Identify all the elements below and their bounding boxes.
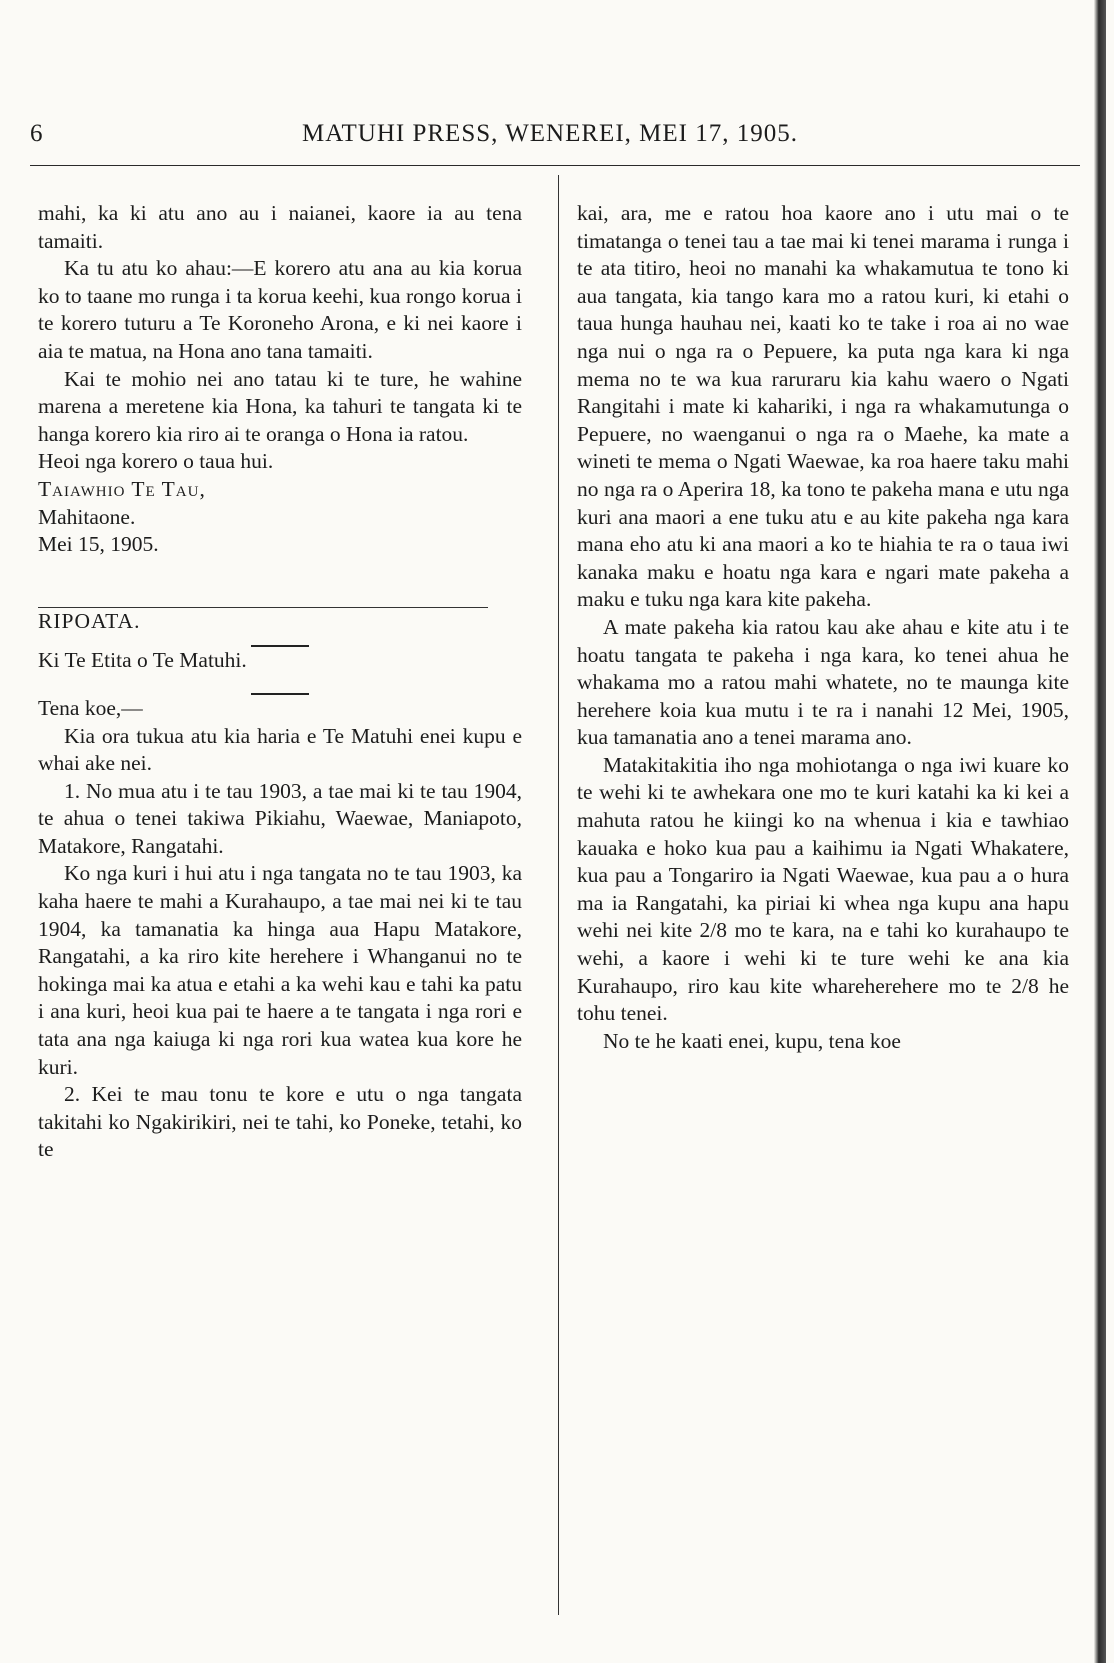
section-paragraph: Ko nga kuri i hui atu i nga tangata no te tau 1903, ka kaha haere te mahi a Kurahaupo, a tae mai nei ki te tau 1904, ka tamanatia ka hinga aua Hapu Matakore, Rangatahi, a ka riro kite herehere i Whanganui no te hokinga mai ka atua e etahi a ka wehi kau e tahi ka patu i ana kuri, heoi kua pai te haere a te tangata i nga rori e tata ana nga kaiuga ki nga rori kua watea kua kore he kuri. [38, 861, 522, 1079]
page-header [30, 120, 1070, 154]
page-number: 6 [30, 120, 43, 147]
section-title: RIPOATA. [38, 608, 141, 633]
section-subtitle: Ki Te Etita o Te Matuhi. [38, 648, 247, 673]
left-paragraph: Ka tu atu ko ahau:—E korero atu ana au kia korua ko to taane mo runga i ta korua keehi, kua rongo korua i te korero tuturu a Te Koroneho Arona, e ki nei kaore i aia te matua, na Hona ano tana tamaiti. [38, 256, 522, 363]
section-paragraph: 2. Kei te mau tonu te kore e utu o nga tangata takitahi ko Ngakirikiri, nei te tahi, ko Poneke, tetahi, ko te [38, 1082, 522, 1162]
left-paragraph: Kai te mohio nei ano tatau ki te ture, he wahine marena a meretene kia Hona, ka tahuri te tangata ki te hanga korero kia riro ai te oranga o Hona ia ratou. [38, 366, 522, 446]
masthead: MATUHI PRESS, WENEREI, MEI 17, 1905. [302, 120, 798, 147]
signature-place: Mahitaone. [38, 504, 136, 529]
header-rule [30, 165, 1080, 166]
closing-line: Heoi nga korero o taua hui. [38, 449, 274, 474]
letter-date: Mei 15, 1905. [38, 532, 159, 557]
right-paragraph: No te he kaati enei, kupu, tena koe [603, 1028, 901, 1053]
column-divider [558, 175, 559, 1615]
signature-name: Taiawhio Te Tau, [38, 476, 206, 501]
right-paragraph: A mate pakeha kia ratou kau ake ahau e kite atu i te hoatu tangata te pakeha i nga kara, ko tenei ahua he whakama mo a ratou mahi whatete, no te maunga kite herehere koia kua mutu i te ra i nanahi 12 Mei, 1905, kua tamanatia ano a tenei marama ano. [577, 614, 1069, 750]
section-paragraph: Kia ora tukua atu kia haria e Te Matuhi enei kupu e whai ake nei. [38, 723, 522, 776]
right-paragraph: Matakitakitia iho nga mohiotanga o nga iwi kuare ko te wehi ki te awhekara one mo te kuri katahi ka ki kei a mahuta ratou he kiingi ko na whenua i kia e tawhiao kauaka e hoko kua pau a kaihimu ia Ngati Whakatere, kua pau a Tongariro ia Ngati Waewae, kua pau a o hura ma ia Rangatahi, ka piriai ki whea nga kupu ana hapu wehi nei kite 2/8 mo te kara, na e tahi ko kurahaupo te wehi, a kaore i wehi ki te ture wehi ke ana kia Kurahaupo, riro kau kite whareherehere mo te 2/8 he tohu tenei. [577, 752, 1069, 1026]
right-paragraph: kai, ara, me e ratou hoa kaore ano i utu mai o te timatanga o tenei tau a tae mai ki tenei marama i runga i te ata titiro, heoi no manahi ka whakamutua te tono ki aua tangata, kia tango kara mo a ratou kuri, ki etahi o taua hunga hauhau nei, kaati ko te take i roa ai no wae nga nui o nga ra o Pepuere, ka puta nga kara ki nga mema no te wa kua raruraru kia kahu waero o Ngati Rangitahi i mate ki kahariki, i nga ra whakamutunga o Pepuere, no waenganui o nga ra o Maehe, ka mate a wineti te mema o Ngati Waewae, ka roa haere taku mahi no nga ra o Aperira 18, ka tono te pakeha mana e utu nga kuri ana maori a ene tuku atu e au kite pakeha nga kara mana eho atu ki ana maori a ko te hiahia te ra o taua iwi kanaka maku e hoatu nga kara e ngari mate pakeha a maku e tuku nga kara kite pakeha. [577, 201, 1069, 612]
left-paragraph: mahi, ka ki atu ano au i naianei, kaore ia au tena tamaiti. [38, 201, 522, 253]
salutation: Tena koe,— [38, 695, 143, 720]
section-paragraph: 1. No mua atu i te tau 1903, a tae mai ki te tau 1904, te ahua o tenei takiwa Pikiahu, Waewae, Maniapoto, Matakore, Rangatahi. [38, 778, 522, 858]
left-column [38, 200, 522, 1164]
right-column [577, 200, 1069, 1055]
page-edge-shadow [1094, 0, 1106, 1663]
